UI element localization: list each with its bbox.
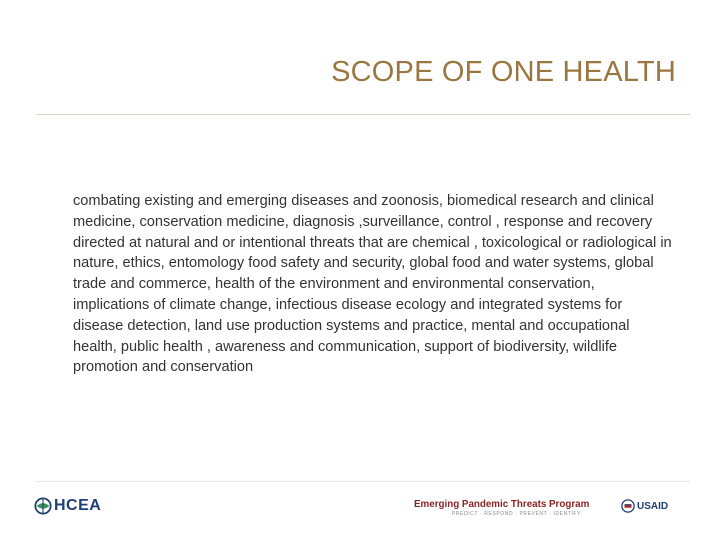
hcea-logo [34,497,101,515]
title-divider [36,114,690,115]
hcea-logo-text: HCEA [54,497,102,514]
usaid-logo [621,499,668,513]
slide-body-text: combating existing and emerging diseases and zoonosis, biomedical research and clinical medicine, conservation medicine, diagnosis ,surveillance, control , response and recovery directed at natural and or intentional threats that are chemical , toxicological or radiological in nature, ethics, entomology food safety and security, global food and water systems, global trade and commerce, health of the environment and environmental conservation, implications of climate change, infectious disease ecology and integrated systems for disease detection, land use production systems and practice, mental and occupational health, public health , awareness and communication, support of biodiversity, wildlife promotion and conservation [73,193,672,376]
globe-icon [34,497,52,515]
usaid-seal-icon [621,499,635,513]
footer-divider [36,481,690,482]
usaid-logo-text: USAID [637,500,669,512]
slide-title: SCOPE OF ONE HEALTH [331,56,676,88]
program-title: Emerging Pandemic Threats Program [414,499,590,510]
emerging-pandemic-threats-logo [414,499,589,517]
program-tagline: PREDICT · RESPOND · PREVENT · IDENTIFY [452,511,582,517]
